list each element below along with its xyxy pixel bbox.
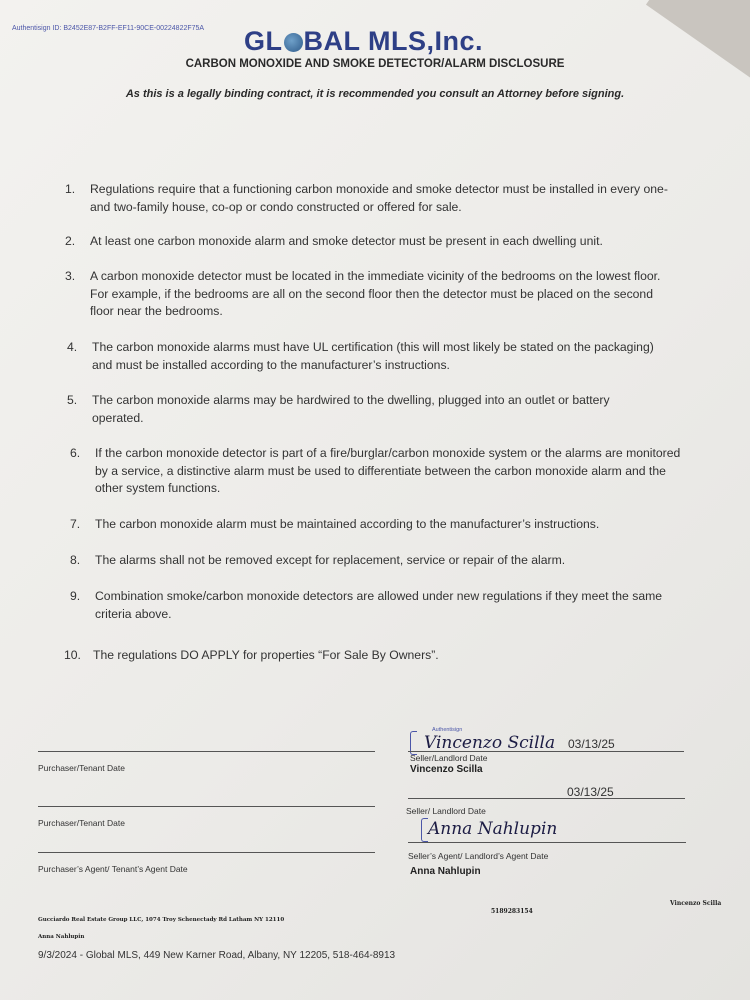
item-text: The alarms shall not be removed except for replacement, service or repair of the alarm. xyxy=(95,553,566,567)
page-footer: 9/3/2024 - Global MLS, 449 New Karner Road, Albany, NY 12205, 518-464-8913 xyxy=(38,950,396,961)
item-number: 2. xyxy=(65,234,76,248)
purchaser-label-1: Purchaser/Tenant Date xyxy=(38,763,125,773)
seller-agent-name: Anna Nahlupin xyxy=(410,866,481,877)
brokerage-info: Gucciardo Real Estate Group LLC, 1074 Troy Schenectady Rd Latham NY 12110 xyxy=(38,917,285,923)
seller-signature-line-2[interactable] xyxy=(408,798,685,799)
item-text: If the carbon monoxide detector is part of a fire/burglar/carbon monoxide system or the alarms are monitored by a service, a distinctive alarm must be used to differentiate between the carbon monoxide alarm and the other system functions. xyxy=(95,446,681,495)
authentisign-badge: Authentisign xyxy=(432,727,463,733)
item-number: 9. xyxy=(70,589,81,603)
seller-name-1: Vincenzo Scilla xyxy=(410,764,483,775)
advisory-note: As this is a legally binding contract, it is recommended you consult an Attorney before signing. xyxy=(125,88,625,100)
item-number: 4. xyxy=(67,340,78,354)
item-number: 3. xyxy=(65,269,76,283)
globe-icon xyxy=(284,33,303,52)
item-number: 7. xyxy=(70,517,81,531)
item-text: The carbon monoxide alarms may be hardwired to the dwelling, plugged into an outlet or battery operated. xyxy=(92,393,610,425)
document-title: CARBON MONOXIDE AND SMOKE DETECTOR/ALARM DISCLOSURE xyxy=(185,58,565,70)
item-number: 1. xyxy=(65,182,76,196)
seller-label-2: Seller/ Landlord Date xyxy=(406,806,486,816)
agent-phone: 5189283154 xyxy=(491,908,533,915)
purchaser-agent-signature-line[interactable] xyxy=(38,852,375,853)
seller-agent-label: Seller’s Agent/ Landlord’s Agent Date xyxy=(408,851,549,861)
item-text: Combination smoke/carbon monoxide detectors are allowed under new regulations if they meet the same criteria above. xyxy=(95,589,663,621)
logo-text-left: GL xyxy=(244,26,283,56)
global-mls-logo xyxy=(244,26,483,57)
purchaser-agent-label: Purchaser’s Agent/ Tenant’s Agent Date xyxy=(38,864,188,874)
item-text: Regulations require that a functioning carbon monoxide and smoke detector must be installed in every one- and two-family house, co-op or condo constructed or offered for sale. xyxy=(90,182,668,214)
item-text: A carbon monoxide detector must be located in the immediate vicinity of the bedrooms on the lowest floor. For example, if the bedrooms are all on the second floor then the detector must be placed on the second floor near the bedrooms. xyxy=(90,269,661,318)
purchaser-label-2: Purchaser/Tenant Date xyxy=(38,818,125,828)
item-number: 6. xyxy=(70,446,81,460)
seller-date-2: 03/13/25 xyxy=(567,785,614,799)
seller-signature-1[interactable]: Vincenzo Scilla xyxy=(424,733,556,753)
item-number: 5. xyxy=(67,393,78,407)
item-text: The regulations DO APPLY for properties “For Sale By Owners”. xyxy=(93,648,439,662)
seller-agent-signature[interactable]: Anna Nahlupin xyxy=(428,819,558,839)
seller-label-1: Seller/Landlord Date xyxy=(410,753,488,763)
purchaser-signature-line-2[interactable] xyxy=(38,806,375,807)
owner-name-small: Vincenzo Scilla xyxy=(670,900,722,907)
agent-name-small: Anna Nahlupin xyxy=(38,934,85,940)
item-text: The carbon monoxide alarm must be maintained according to the manufacturer’s instructions. xyxy=(95,517,600,531)
logo-text-right: BAL MLS,Inc. xyxy=(303,26,484,56)
seller-date-1: 03/13/25 xyxy=(568,737,615,751)
seller-agent-signature-line xyxy=(408,842,686,843)
item-text: At least one carbon monoxide alarm and smoke detector must be present in each dwelling unit. xyxy=(90,234,603,248)
seller-signature-line-1 xyxy=(408,751,684,752)
item-number: 8. xyxy=(70,553,81,567)
authentisign-id: Authentisign ID: B2452E87-B2FF-EF11-90CE-00224822F75A xyxy=(12,25,205,32)
item-text: The carbon monoxide alarms must have UL certification (this will most likely be stated on the packaging) and must be installed according to the manufacturer’s instructions. xyxy=(92,340,654,372)
purchaser-signature-line-1[interactable] xyxy=(38,751,375,752)
item-number: 10. xyxy=(64,648,81,662)
signature-bracket-2 xyxy=(421,818,428,842)
